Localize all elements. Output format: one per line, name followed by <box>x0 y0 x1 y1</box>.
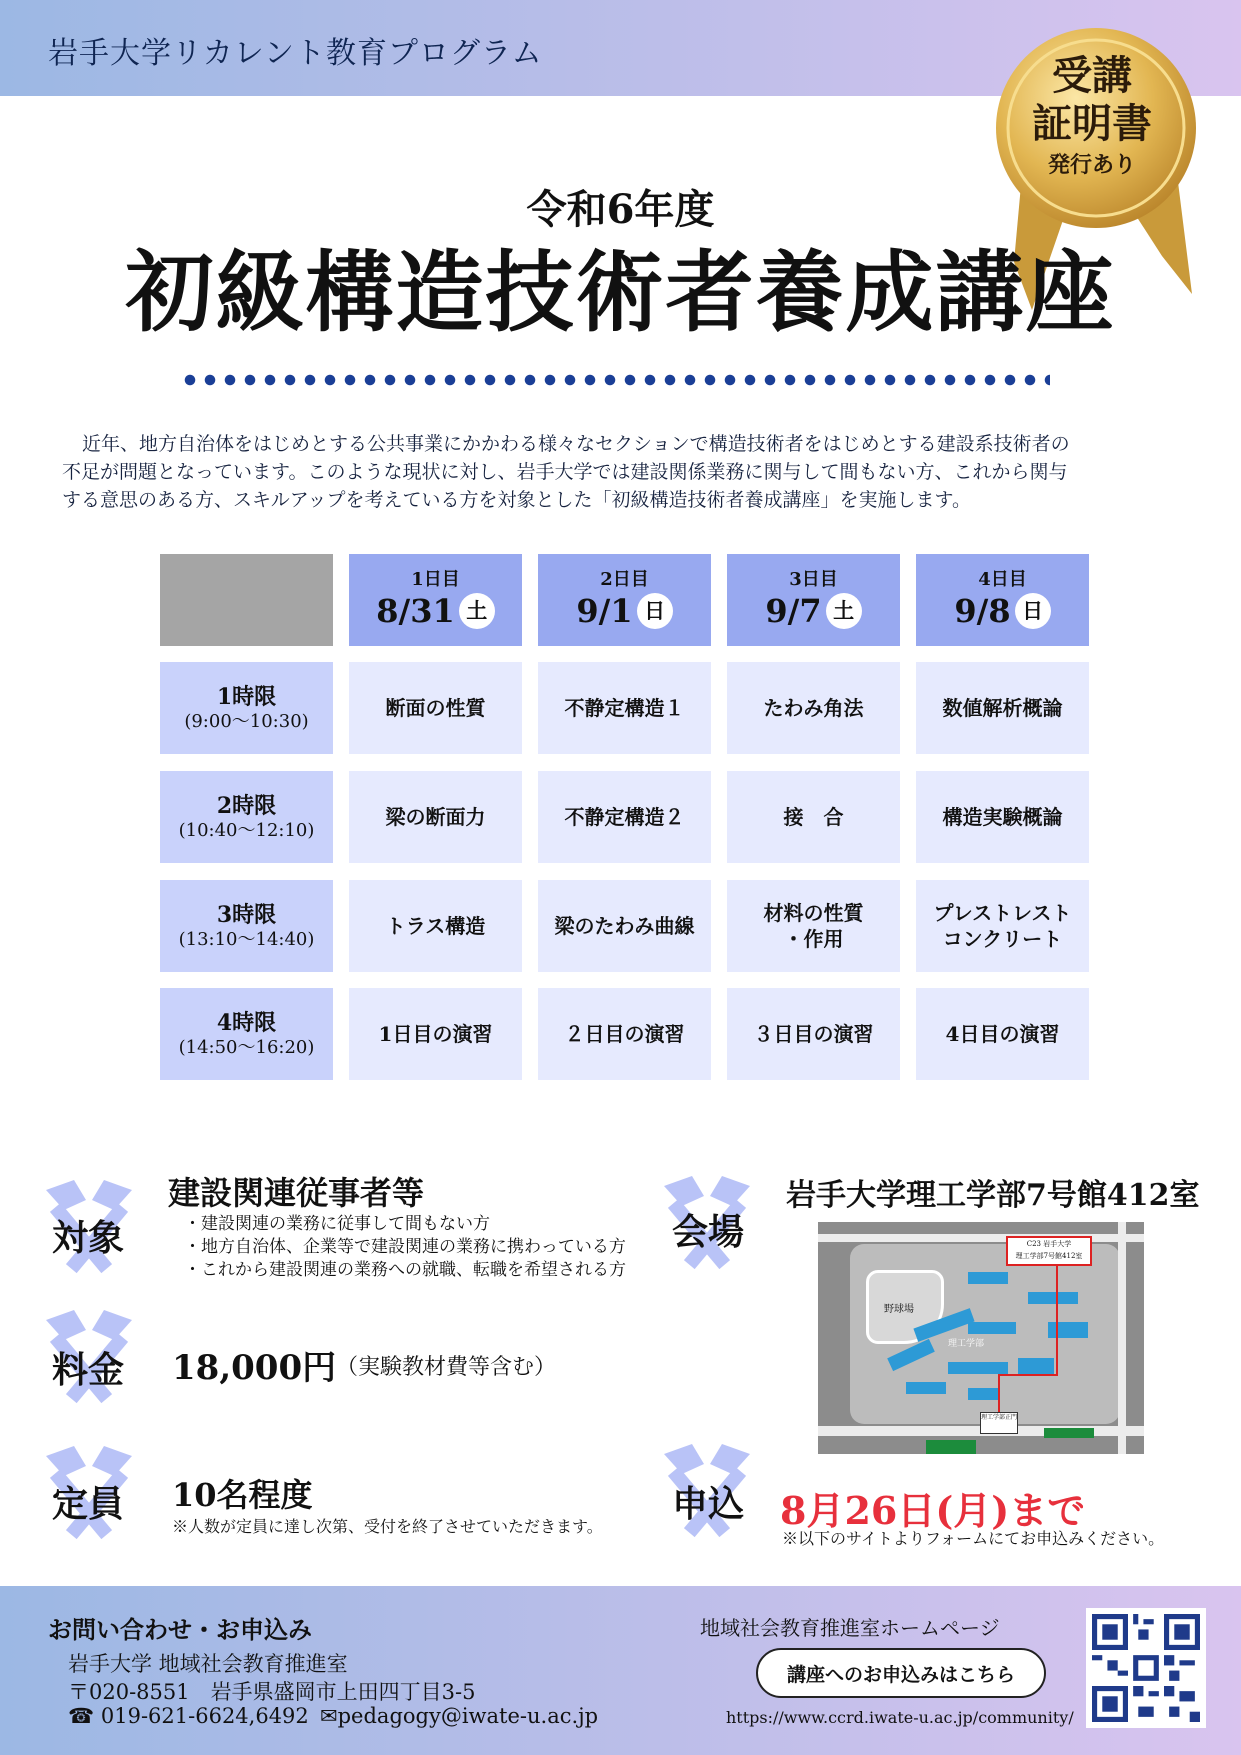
subject-cell: 1日目の演習 <box>349 988 522 1080</box>
weekday-badge: 日 <box>1015 593 1051 629</box>
map-building <box>1028 1292 1078 1304</box>
target-label: 対象 <box>52 1218 125 1259</box>
contact-phone-row <box>68 1704 309 1728</box>
dotted-divider <box>180 374 1050 386</box>
main-gate <box>980 1412 1018 1434</box>
route-line <box>998 1374 1000 1414</box>
period-time: (9:00～10:30) <box>184 711 309 732</box>
subject-cell: トラス構造 <box>349 880 522 972</box>
contact-phone[interactable]: 019-621-6624,6492 <box>100 1704 309 1728</box>
fee-amount: 18,000円 <box>172 1348 337 1388</box>
subtitle: 令和6年度 <box>526 186 715 233</box>
homepage-url[interactable]: https://www.ccrd.iwate-u.ac.jp/community/ <box>726 1708 1074 1727</box>
apply-label: 申込 <box>672 1484 745 1525</box>
venue-callout <box>1006 1236 1092 1266</box>
list-item: ・建設関連の業務に従事して間もない方 <box>184 1214 490 1234</box>
capacity-heading: 10名程度 <box>172 1476 313 1514</box>
day-date <box>954 591 1050 631</box>
map-building <box>1018 1358 1054 1374</box>
route-line <box>1056 1266 1058 1376</box>
list-item: ・地方自治体、企業等で建設関連の業務に携わっている方 <box>184 1237 626 1257</box>
page-title: 初級構造技術者養成講座 <box>125 240 1116 344</box>
badge-line2: 証明書 <box>1032 100 1152 147</box>
map-building <box>968 1272 1008 1284</box>
day-date <box>576 591 672 631</box>
period-name: 2時限 <box>216 793 277 819</box>
map-building <box>948 1362 1008 1374</box>
period-time: (10:40～12:10) <box>178 820 315 841</box>
apply-note: ※以下のサイトよりフォームにてお申込みください。 <box>782 1529 1165 1548</box>
subject-cell: 数値解析概論 <box>916 662 1089 754</box>
field-label: 野球場 <box>884 1304 914 1315</box>
period-time: (14:50～16:20) <box>178 1037 315 1058</box>
contact-address: 〒020-8551 岩手県盛岡市上田四丁目3-5 <box>68 1680 476 1704</box>
date-text: 9/1 <box>576 592 633 630</box>
qr-code-icon[interactable] <box>1086 1608 1206 1728</box>
subject-cell: ２日目の演習 <box>538 988 711 1080</box>
subject-cell: 梁の断面力 <box>349 771 522 863</box>
subject-cell: 不静定構造１ <box>538 662 711 754</box>
mail-icon: ✉ <box>320 1704 338 1728</box>
contact-org: 岩手大学 地域社会教育推進室 <box>68 1652 348 1676</box>
homepage-label: 地域社会教育推進室ホームページ <box>700 1616 1000 1640</box>
campus-map <box>818 1222 1144 1454</box>
map-building <box>968 1388 998 1400</box>
capacity-label: 定員 <box>52 1484 125 1525</box>
program-title: 岩手大学リカレント教育プログラム <box>48 36 543 71</box>
period-header <box>160 771 333 863</box>
map-green-area <box>1044 1428 1094 1438</box>
callout-line2: 理工学部7号館412室 <box>1015 1252 1083 1260</box>
table-corner <box>160 554 333 646</box>
capacity-note: ※人数が定員に達し次第、受付を終了させていただきます。 <box>172 1517 603 1536</box>
day-label: 3日目 <box>789 569 838 590</box>
gate-label: 理工学部正門 <box>981 1414 1018 1421</box>
subject-cell: 4日目の演習 <box>916 988 1089 1080</box>
faculty-label: 理工学部 <box>948 1339 985 1349</box>
period-name: 3時限 <box>216 902 277 928</box>
weekday-badge: 土 <box>459 593 495 629</box>
intro-line: する意思のある方、スキルアップを考えている方を対象とした「初級構造技術者養成講座」を実施します。 <box>62 489 971 511</box>
subject-cell: ３日目の演習 <box>727 988 900 1080</box>
fee-note: （実験教材費等含む） <box>336 1355 557 1380</box>
day-label: 2日目 <box>600 569 649 590</box>
subject-cell: たわみ角法 <box>727 662 900 754</box>
period-header <box>160 988 333 1080</box>
subject-cell: 梁のたわみ曲線 <box>538 880 711 972</box>
subject-cell: 不静定構造２ <box>538 771 711 863</box>
date-text: 9/7 <box>765 592 822 630</box>
weekday-badge: 土 <box>826 593 862 629</box>
callout-line1: C23 岩手大学 <box>1026 1240 1072 1248</box>
subject-cell: 断面の性質 <box>349 662 522 754</box>
intro-line: 近年、地方自治体をはじめとする公共事業にかかわる様々なセクションで構造技術者をはじめとする建設系技術者の <box>82 433 1070 455</box>
weekday-badge: 日 <box>637 593 673 629</box>
fee-label: 料金 <box>52 1350 125 1391</box>
list-item: ・これから建設関連の業務への就職、転職を希望される方 <box>184 1260 626 1280</box>
contact-heading: お問い合わせ・お申込み <box>48 1615 312 1644</box>
subject-cell: 材料の性質 ・作用 <box>727 880 900 972</box>
subject-cell: プレストレスト コンクリート <box>916 880 1089 972</box>
certificate-badge-text <box>992 52 1192 182</box>
subject-cell: 構造実験概論 <box>916 771 1089 863</box>
intro-paragraph <box>62 430 1182 514</box>
venue-label: 会場 <box>672 1212 745 1253</box>
contact-email-row <box>320 1704 598 1728</box>
day-header <box>538 554 711 646</box>
apply-deadline: 8月26日(月)まで <box>780 1488 1086 1533</box>
date-text: 8/31 <box>376 592 455 630</box>
day-date <box>765 591 861 631</box>
period-header <box>160 662 333 754</box>
map-building <box>968 1322 1016 1334</box>
subject-cell: 接 合 <box>727 771 900 863</box>
day-header <box>349 554 522 646</box>
period-name: 1時限 <box>216 684 277 710</box>
intro-line: 不足が問題となっています。このような現状に対し、岩手大学では建設関係業務に関与して間もない方、これから関与 <box>62 461 1068 483</box>
apply-button[interactable]: 講座へのお申込みはこちら <box>756 1648 1046 1698</box>
day-label: 4日目 <box>978 569 1027 590</box>
contact-email[interactable]: pedagogy@iwate-u.ac.jp <box>337 1704 599 1728</box>
badge-line3: 発行あり <box>1047 152 1136 178</box>
map-building <box>906 1382 946 1394</box>
day-date <box>376 591 494 631</box>
target-bullets <box>184 1213 626 1282</box>
venue-heading: 岩手大学理工学部7号館412室 <box>786 1178 1200 1213</box>
map-road <box>1118 1222 1126 1454</box>
route-line <box>998 1374 1056 1376</box>
day-header <box>916 554 1089 646</box>
map-road <box>818 1234 1144 1242</box>
day-header <box>727 554 900 646</box>
target-heading: 建設関連従事者等 <box>168 1174 425 1212</box>
map-green-area <box>926 1440 976 1454</box>
period-name: 4時限 <box>216 1010 277 1036</box>
phone-icon: ☎ <box>68 1704 95 1728</box>
period-header <box>160 880 333 972</box>
day-label: 1日目 <box>411 569 460 590</box>
period-time: (13:10～14:40) <box>178 929 315 950</box>
badge-line1: 受講 <box>1052 52 1132 99</box>
date-text: 9/8 <box>954 592 1011 630</box>
map-building <box>1048 1322 1088 1338</box>
